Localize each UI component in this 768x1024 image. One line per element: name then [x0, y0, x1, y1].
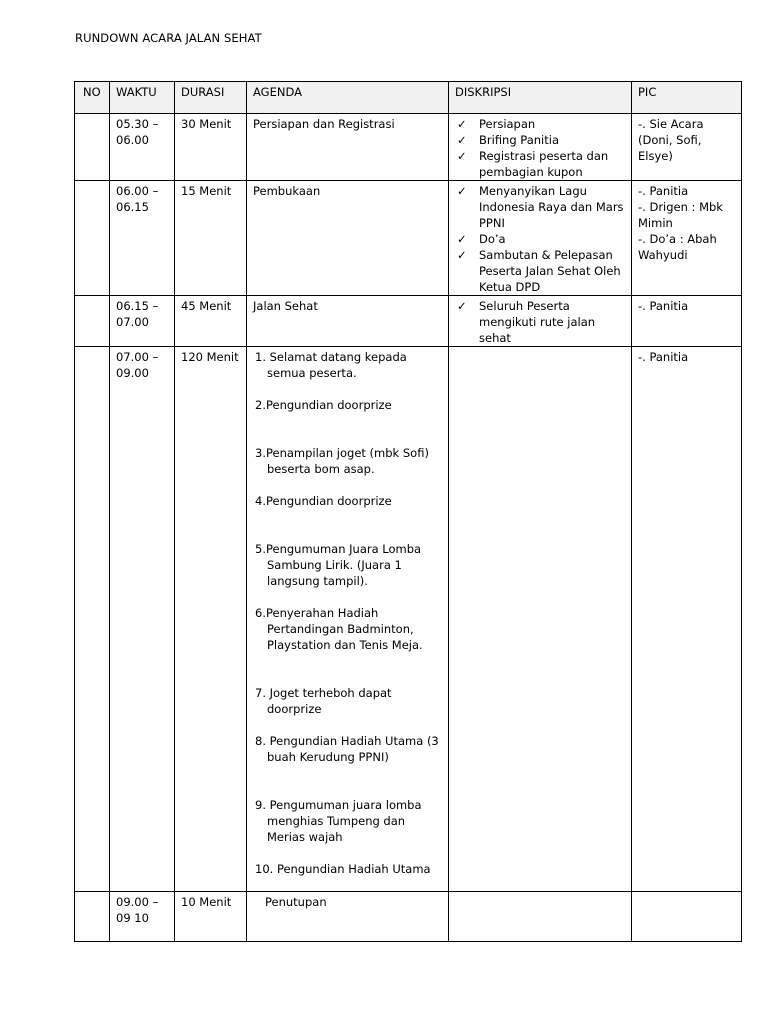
table-row — [75, 296, 742, 347]
check-icon: ✓ — [457, 248, 467, 262]
agenda-item: 8. Pengundian Hadiah Utama (3 buah Kerudung PPNI) — [255, 734, 439, 764]
check-icon: ✓ — [457, 117, 467, 131]
cell-no — [75, 296, 110, 347]
cell-durasi: 15 Menit — [175, 181, 247, 296]
check-icon: ✓ — [457, 232, 467, 246]
header-waktu: WAKTU — [110, 82, 175, 114]
header-agenda: AGENDA — [247, 82, 449, 114]
check-icon: ✓ — [457, 184, 467, 198]
cell-agenda: Persiapan dan Registrasi — [247, 114, 449, 181]
pic-entry: -. Panitia — [638, 299, 689, 313]
agenda-item: 5.Pengumuman Juara Lomba Sambung Lirik. (Juara 1 langsung tampil). — [255, 542, 422, 588]
document-title: RUNDOWN ACARA JALAN SEHAT — [75, 31, 262, 45]
table-row — [75, 181, 742, 296]
cell-agenda: Penutupan — [247, 892, 449, 942]
cell-no — [75, 114, 110, 181]
pic-entry: -. Drigen : Mbk Mimin — [638, 200, 723, 230]
deskripsi-item: ✓ Persiapan — [457, 117, 536, 131]
table-row — [75, 114, 742, 181]
cell-waktu: 06.15 – 07.00 — [110, 296, 175, 347]
cell-pic — [632, 114, 742, 181]
cell-waktu: 07.00 – 09.00 — [110, 347, 175, 892]
cell-durasi: 30 Menit — [175, 114, 247, 181]
rundown-table — [74, 81, 742, 942]
header-deskripsi: DISKRIPSI — [449, 82, 632, 114]
cell-waktu: 09.00 – 09 10 — [110, 892, 175, 942]
agenda-item: 7. Joget terheboh dapat doorprize — [255, 686, 392, 716]
cell-agenda — [247, 347, 449, 892]
agenda-item: 6.Penyerahan Hadiah Pertandingan Badminton, Playstation dan Tenis Meja. — [255, 606, 423, 652]
cell-pic — [632, 347, 742, 892]
cell-deskripsi — [449, 296, 632, 347]
agenda-item: 4.Pengundian doorprize — [255, 494, 392, 508]
check-icon: ✓ — [457, 133, 467, 147]
check-icon: ✓ — [457, 299, 467, 313]
agenda-item: 2.Pengundian doorprize — [255, 398, 392, 412]
check-icon: ✓ — [457, 149, 467, 163]
pic-entry: -. Do’a : Abah Wahyudi — [638, 232, 717, 262]
cell-no — [75, 347, 110, 892]
cell-durasi: 45 Menit — [175, 296, 247, 347]
cell-deskripsi — [449, 892, 632, 942]
cell-pic — [632, 296, 742, 347]
deskripsi-item: ✓ Registrasi peserta dan pembagian kupon — [457, 149, 609, 179]
pic-entry: -. Sie Acara (Doni, Sofi, Elsye) — [638, 117, 704, 163]
pic-entry: -. Panitia — [638, 184, 689, 198]
cell-agenda: Jalan Sehat — [247, 296, 449, 347]
deskripsi-item: ✓ Brifing Panitia — [457, 133, 560, 147]
deskripsi-item: ✓ Menyanyikan Lagu Indonesia Raya dan Mars PPNI — [457, 184, 624, 230]
deskripsi-item: ✓ Do’a — [457, 232, 506, 246]
agenda-item: 9. Pengumuman juara lomba menghias Tumpeng dan Merias wajah — [255, 798, 422, 844]
header-row — [75, 82, 742, 114]
pic-entry: -. Panitia — [638, 350, 689, 364]
agenda-item: 3.Penampilan joget (mbk Sofi) beserta bom asap. — [255, 446, 429, 476]
cell-deskripsi — [449, 114, 632, 181]
cell-waktu: 06.00 – 06.15 — [110, 181, 175, 296]
header-pic: PIC — [632, 82, 742, 114]
header-durasi: DURASI — [175, 82, 247, 114]
cell-pic — [632, 892, 742, 942]
cell-deskripsi — [449, 181, 632, 296]
cell-waktu: 05.30 – 06.00 — [110, 114, 175, 181]
cell-agenda: Pembukaan — [247, 181, 449, 296]
agenda-item: 1. Selamat datang kepada semua peserta. — [255, 350, 407, 380]
deskripsi-item: ✓ Sambutan & Pelepasan Peserta Jalan Sehat Oleh Ketua DPD — [457, 248, 621, 294]
cell-no — [75, 181, 110, 296]
table-row — [75, 347, 742, 892]
cell-no — [75, 892, 110, 942]
deskripsi-item: ✓ Seluruh Peserta mengikuti rute jalan sehat — [457, 299, 596, 345]
cell-durasi: 10 Menit — [175, 892, 247, 942]
agenda-item: 10. Pengundian Hadiah Utama — [255, 862, 431, 876]
header-no: NO — [75, 82, 110, 114]
table-row — [75, 892, 742, 942]
cell-deskripsi — [449, 347, 632, 892]
cell-durasi: 120 Menit — [175, 347, 247, 892]
cell-pic — [632, 181, 742, 296]
